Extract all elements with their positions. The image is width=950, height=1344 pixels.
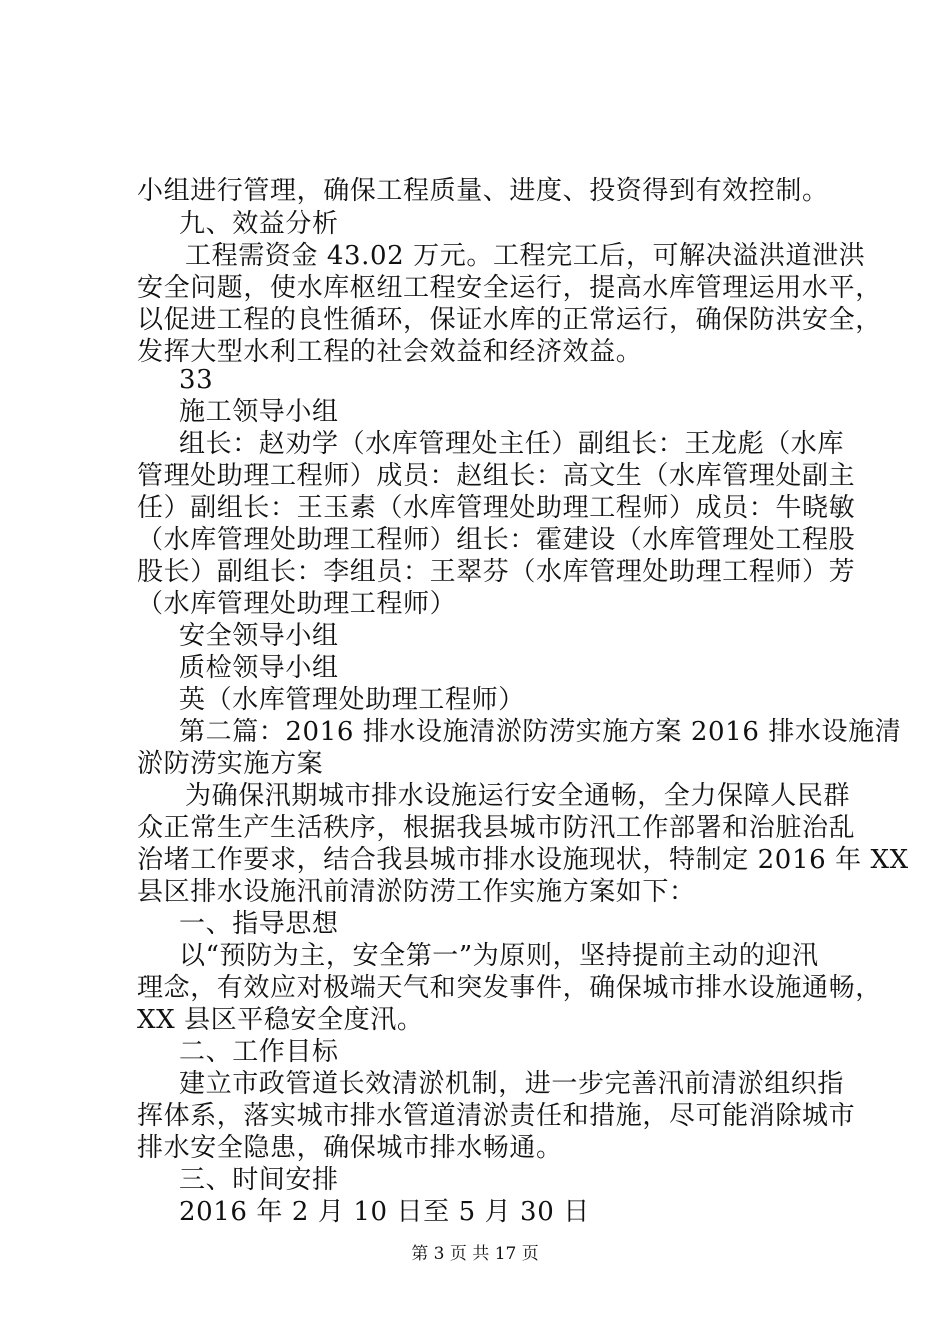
body-line: 以“预防为主，安全第一”为原则，坚持提前主动的迎汛 — [179, 941, 819, 971]
section-heading: 质检领导小组 — [179, 653, 339, 683]
body-line: 以促进工程的良性循环，保证水库的正常运行，确保防洪安全， — [137, 305, 882, 335]
page-number-footer: 第 3 页 共 17 页 — [411, 1244, 539, 1264]
body-line: 小组进行管理，确保工程质量、进度、投资得到有效控制。 — [137, 176, 829, 206]
body-line: 管理处助理工程师）成员：赵组长：高文生（水库管理处副主 — [137, 461, 856, 491]
body-line: 建立市政管道长效清淤机制，进一步完善汛前清淤组织指 — [179, 1069, 845, 1099]
body-line: 英（水库管理处助理工程师） — [179, 685, 525, 715]
section-heading: 九、效益分析 — [179, 209, 339, 239]
section-heading: 安全领导小组 — [179, 621, 339, 651]
body-line: 组长：赵劝学（水库管理处主任）副组长：王龙彪（水库 — [179, 429, 845, 459]
body-line: 治堵工作要求，结合我县城市排水设施现状，特制定 2016 年 XX — [137, 845, 909, 875]
body-line: 挥体系，落实城市排水管道清淤责任和措施，尽可能消除城市 — [137, 1101, 856, 1131]
body-line: 为确保汛期城市排水设施运行安全通畅，全力保障人民群 — [185, 781, 851, 811]
body-line: 任）副组长：王玉素（水库管理处助理工程师）成员：牛晓敏 — [137, 493, 856, 523]
body-line: 安全问题，使水库枢纽工程安全运行，提高水库管理运用水平， — [137, 273, 882, 303]
body-line: 工程需资金 43.02 万元。工程完工后，可解决溢洪道泄洪 — [185, 241, 866, 271]
body-line: 县区排水设施汛前清淤防涝工作实施方案如下： — [137, 877, 696, 907]
body-line: XX 县区平稳安全度汛。 — [137, 1005, 424, 1035]
body-line: （水库管理处助理工程师）组长：霍建设（水库管理处工程股 — [137, 525, 856, 555]
body-line: 理念，有效应对极端天气和突发事件，确保城市排水设施通畅， — [137, 973, 882, 1003]
chapter-heading: 淤防涝实施方案 — [137, 749, 324, 779]
body-line: 股长）副组长：李组员：王翠芬（水库管理处助理工程师）芳 — [137, 557, 856, 587]
section-heading: 一、指导思想 — [179, 909, 339, 939]
chapter-heading: 第二篇：2016 排水设施清淤防涝实施方案 2016 排水设施清 — [179, 717, 902, 747]
body-line: 发挥大型水利工程的社会效益和经济效益。 — [137, 337, 643, 367]
body-line: 2016 年 2 月 10 日至 5 月 30 日 — [179, 1197, 590, 1227]
section-heading: 三、时间安排 — [179, 1165, 339, 1195]
body-line: （水库管理处助理工程师） — [137, 589, 457, 619]
body-line: 众正常生产生活秩序，根据我县城市防汛工作部署和治脏治乱 — [137, 813, 856, 843]
section-heading: 二、工作目标 — [179, 1037, 339, 1067]
body-line: 33 — [179, 365, 214, 395]
body-line: 排水安全隐患，确保城市排水畅通。 — [137, 1133, 563, 1163]
section-heading: 施工领导小组 — [179, 397, 339, 427]
